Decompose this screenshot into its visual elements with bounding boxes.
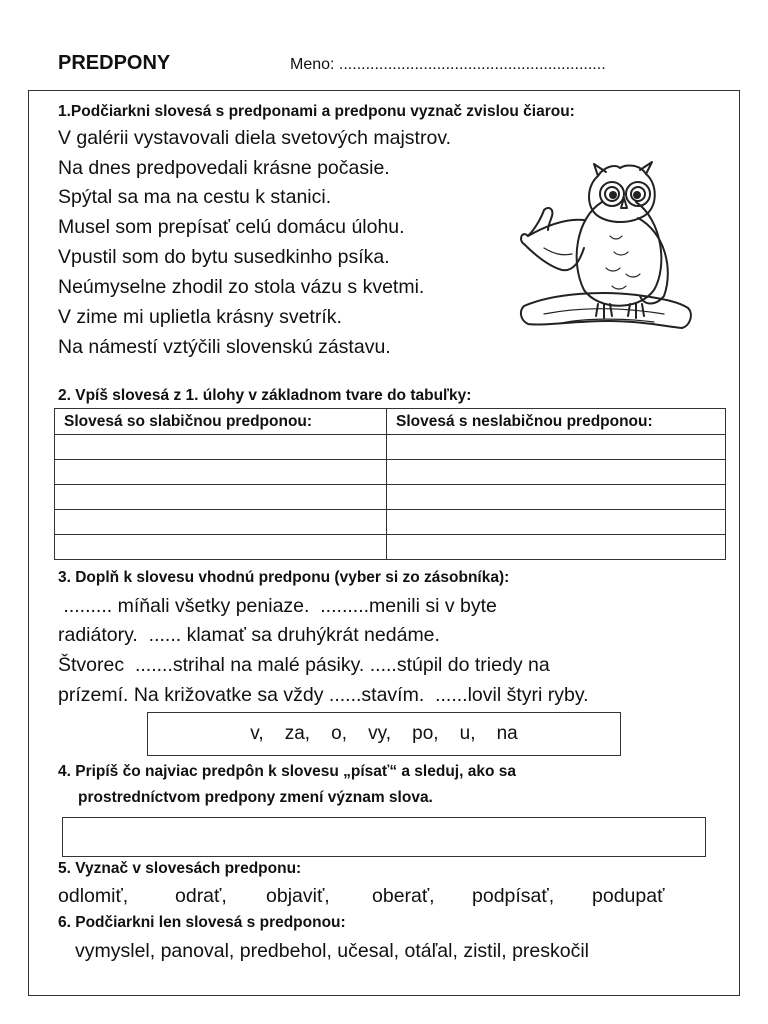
task5-instruction: 5. Vyznač v slovesách predponu: xyxy=(58,860,302,877)
task2-instruction: 2. Vpíš slovesá z 1. úlohy v základnom tvare do tabuľky: xyxy=(58,387,472,404)
table-row xyxy=(55,485,726,510)
task5-verb: podupať xyxy=(592,885,665,907)
worksheet-title: PREDPONY xyxy=(58,52,171,74)
task3-line: ......... míňali všetky peniaze. .........menili si v byte xyxy=(58,595,497,617)
task1-sentence: Musel som prepísať celú domácu úlohu. xyxy=(58,216,405,238)
task1-sentence: Vpustil som do bytu susedkinho psíka. xyxy=(58,246,390,268)
table-header-syllabic: Slovesá so slabičnou predponou: xyxy=(55,409,387,435)
task5-verb: objaviť, xyxy=(266,885,330,907)
table-row xyxy=(55,435,726,460)
table-cell[interactable] xyxy=(55,435,387,460)
verbs-table xyxy=(54,408,726,560)
task1-sentence: V galérii vystavovali diela svetových majstrov. xyxy=(58,127,452,149)
table-cell[interactable] xyxy=(55,485,387,510)
table-cell[interactable] xyxy=(55,510,387,535)
prefix-word-bank: v, za, o, vy, po, u, na xyxy=(147,712,621,756)
table-cell[interactable] xyxy=(387,535,726,560)
task5-verb: oberať, xyxy=(372,885,435,907)
table-header-nonsyllabic: Slovesá s neslabičnou predponou: xyxy=(387,409,726,435)
task5-verb: podpísať, xyxy=(472,885,555,907)
table-row xyxy=(55,460,726,485)
task5-verb: odlomiť, xyxy=(58,885,129,907)
owl-on-branch-icon xyxy=(514,158,700,340)
task1-sentence: Spýtal sa ma na cestu k stanici. xyxy=(58,186,332,208)
task1-sentence: V zime mi uplietla krásny svetrík. xyxy=(58,306,342,328)
task1-sentence: Neúmyselne zhodil zo stola vázu s kvetmi. xyxy=(58,276,425,298)
task6-verbs: vymyslel, panoval, predbehol, učesal, otáľal, zistil, preskočil xyxy=(75,940,590,962)
task3-instruction: 3. Doplň k slovesu vhodnú predponu (vyber si zo zásobníka): xyxy=(58,569,510,586)
table-row xyxy=(55,535,726,560)
table-row xyxy=(55,510,726,535)
task4-instruction: 4. Pripíš čo najviac predpôn k slovesu „písať“ a sleduj, ako sa xyxy=(58,763,516,780)
task1-instruction: 1.Podčiarkni slovesá s predponami a predponu vyznač zvislou čiarou: xyxy=(58,103,575,120)
table-cell[interactable] xyxy=(387,510,726,535)
name-field-label: Meno: ............................................................ xyxy=(290,56,606,73)
task4-instruction-cont: prostredníctvom predpony zmení význam slova. xyxy=(78,789,433,806)
table-cell[interactable] xyxy=(387,460,726,485)
task3-line: radiátory. ...... klamať sa druhýkrát nedáme. xyxy=(58,624,440,646)
task1-sentence: Na dnes predpovedali krásne počasie. xyxy=(58,157,390,179)
task3-line: Štvorec .......strihal na malé pásiky. .....stúpil do triedy na xyxy=(58,654,550,676)
table-cell[interactable] xyxy=(387,485,726,510)
table-cell[interactable] xyxy=(55,535,387,560)
table-cell[interactable] xyxy=(387,435,726,460)
task5-verb: odrať, xyxy=(175,885,227,907)
task6-instruction: 6. Podčiarkni len slovesá s predponou: xyxy=(58,914,346,931)
table-cell[interactable] xyxy=(55,460,387,485)
task4-answer-box[interactable] xyxy=(62,817,706,857)
task1-sentence: Na námestí vztýčili slovenskú zástavu. xyxy=(58,336,391,358)
task3-line: prízemí. Na križovatke sa vždy ......stavím. ......lovil štyri ryby. xyxy=(58,684,589,706)
